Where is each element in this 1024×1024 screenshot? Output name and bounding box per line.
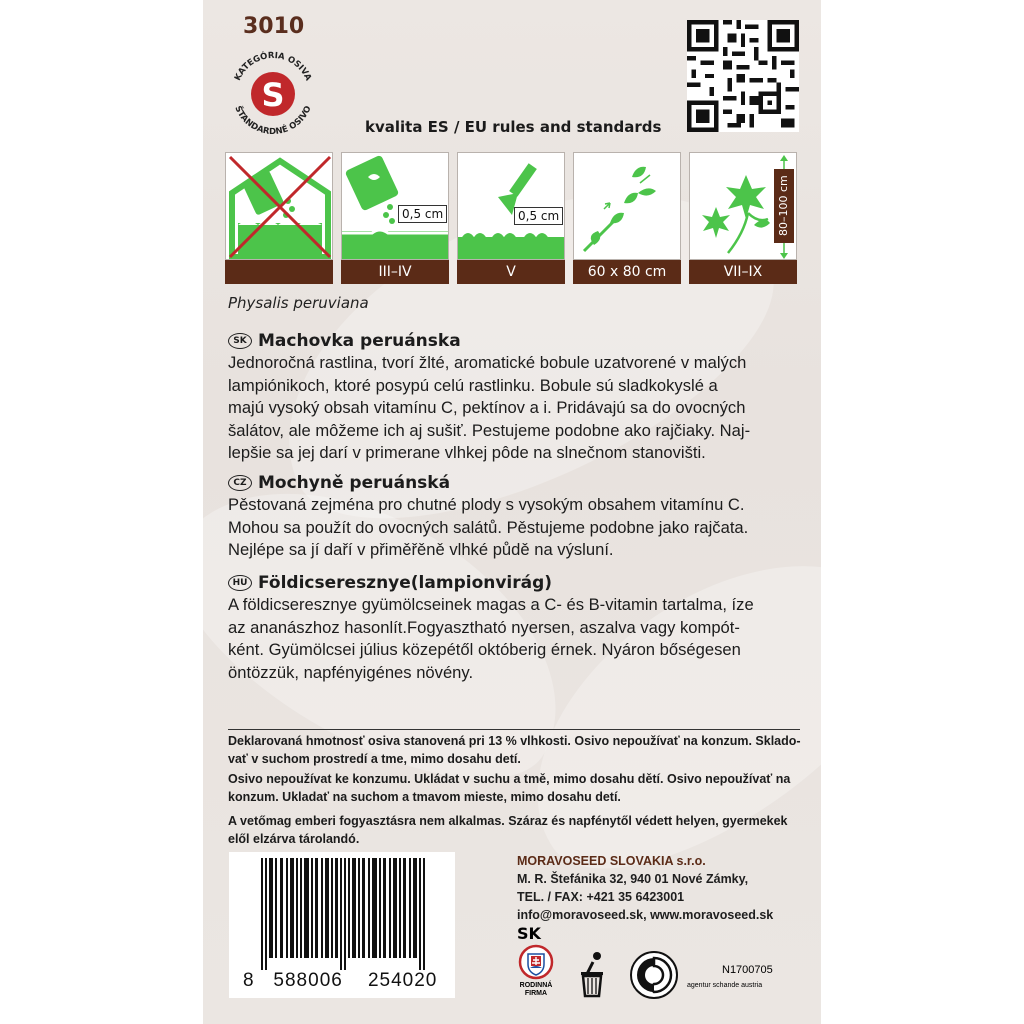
barcode-bars bbox=[229, 852, 455, 970]
body-line: Pěstovaná zejména pro chutné plody s vysokým obsahem vitamínu C. bbox=[228, 495, 745, 514]
seal-letter: S bbox=[261, 76, 285, 114]
body-line: Mohou sa použít do ovocných salátů. Pěstujeme podobne jako rajčata. bbox=[228, 517, 749, 537]
trash-bin-icon bbox=[575, 950, 611, 1000]
language-badge: SK bbox=[228, 333, 252, 349]
legal-line: vať v suchom prostredí a tme, mimo dosahu detí. bbox=[228, 752, 521, 766]
body-line: lampiónikoch, ktoré posypú celú rastlinku. Bobule sú sladkokyslé a bbox=[228, 375, 718, 395]
company-name: MORAVOSEED SLOVAKIA s.r.o. bbox=[517, 854, 706, 868]
language-badge: HU bbox=[228, 575, 252, 591]
company-web[interactable]: info@moravoseed.sk, www.moravoseed.sk bbox=[517, 908, 774, 922]
barcode-group-2: 254020 bbox=[367, 970, 438, 991]
section-body bbox=[228, 494, 803, 562]
legal-line: konzum. Ukladať na suchom a tmavom mieste, mimo dosahu detí. bbox=[228, 790, 621, 804]
icon-flowering bbox=[689, 152, 797, 260]
barcode[interactable] bbox=[229, 852, 455, 998]
family-firm-line-2: FIRMA bbox=[524, 990, 548, 997]
body-line: lepšie sa jej darí v primerane vlhkej pôde na slnečnom stanovišti. bbox=[228, 443, 706, 462]
product-lot-code: N1700705 bbox=[722, 964, 773, 976]
body-line: A földicseresznye gyümölcseinek magas a C- és B-vitamin tartalma, íze bbox=[228, 595, 754, 614]
height-tag: 80–100 cm bbox=[774, 169, 794, 243]
section-heading: Machovka peruánska bbox=[258, 331, 461, 351]
seal-bottom-text: ŠTANDARDNÉ OSIVO bbox=[232, 104, 314, 138]
body-line: ként. Gyümölcsei július közepétől októberig érnek. Nyáron bőségesen bbox=[228, 640, 741, 659]
section-title bbox=[228, 330, 803, 352]
legal-line: Osivo nepoužívat ke konzumu. Ukládat v suchu a tmě, mimo dosahu dětí. Osivo nepoužívať na bbox=[228, 772, 791, 786]
icon-label-1 bbox=[225, 260, 333, 284]
legal-notice-cz bbox=[228, 770, 803, 806]
divider bbox=[228, 729, 800, 730]
legal-notice-sk bbox=[228, 732, 803, 768]
family-firm-emblem-icon bbox=[518, 944, 554, 980]
language-badge: CZ bbox=[228, 475, 252, 491]
seal-top-text: KATEGÓRIA OSIVA bbox=[232, 50, 314, 83]
product-code: 3010 bbox=[243, 14, 305, 39]
legal-line: Deklarovaná hmotnosť osiva stanovená pri 13 % vlhkosti. Osivo nepoužívať na konzum. Sklado- bbox=[228, 734, 801, 748]
seed-packet-back bbox=[203, 0, 821, 1024]
bottom-icons bbox=[517, 924, 807, 1000]
sowing-depth-tag: 0,5 cm bbox=[398, 205, 447, 223]
family-firm-label bbox=[519, 982, 553, 998]
section-sk bbox=[228, 330, 803, 465]
section-title bbox=[228, 472, 803, 494]
icon-greenhouse-crossed bbox=[225, 152, 333, 260]
company-address: M. R. Štefánika 32, 940 01 Nové Zámky, bbox=[517, 872, 749, 886]
icon-label-4: 60 x 80 cm bbox=[573, 260, 681, 284]
body-line: Jednoročná rastlina, tvorí žlté, aromatické bobule uzatvorené v malých bbox=[228, 353, 747, 372]
icon-spacing bbox=[573, 152, 681, 260]
barcode-first-digit: 8 bbox=[243, 970, 255, 991]
company-phone: TEL. / FAX: +421 35 6423001 bbox=[517, 890, 685, 904]
planting-depth-tag: 0,5 cm bbox=[514, 207, 563, 225]
latin-name: Physalis peruviana bbox=[228, 294, 369, 312]
growing-instructions-icons bbox=[225, 152, 795, 284]
company-info bbox=[517, 852, 773, 924]
body-line: šalátov, ale môžeme ich aj sušiť. Pestujeme podobne ako rajčiaky. Naj- bbox=[228, 420, 751, 440]
body-line: majú vysoký obsah vitamínu C, pektínov a i. Pridávajú sa do ovocných bbox=[228, 398, 746, 417]
icon-planting bbox=[457, 152, 565, 260]
barcode-digits bbox=[243, 970, 437, 992]
section-title bbox=[228, 572, 803, 594]
section-heading: Földicseresznye(lampionvirág) bbox=[258, 573, 553, 593]
agency-mark: agentur schande austria bbox=[687, 982, 763, 989]
icon-sowing bbox=[341, 152, 449, 260]
country-label: SK bbox=[517, 924, 541, 943]
legal-notice-hu bbox=[228, 812, 803, 848]
icon-label-5: VII–IX bbox=[689, 260, 797, 284]
body-line: az ananászhoz hasonlít.Fogyasztható nyersen, aszalva vagy kompót- bbox=[228, 617, 740, 637]
icon-label-2: III–IV bbox=[341, 260, 449, 284]
section-heading: Mochyně peruánská bbox=[258, 473, 451, 493]
section-cz bbox=[228, 472, 803, 562]
family-firm-line-1: RODINNÁ bbox=[519, 982, 553, 989]
section-body bbox=[228, 352, 803, 465]
body-line: öntözzük, napfényigénes növény. bbox=[228, 662, 474, 682]
legal-line: elől elzárva tárolandó. bbox=[228, 832, 360, 846]
barcode-group-1: 588006 bbox=[273, 970, 343, 991]
seed-category-seal bbox=[223, 42, 323, 142]
section-hu bbox=[228, 572, 803, 684]
legal-line: A vetőmag emberi fogyasztásra nem alkalmas. Száraz és napfénytől védett helyen, gyermekek bbox=[228, 814, 788, 828]
body-line: Nejlépe sa jí daří v přiměřěně vlhké půdě na výsluní. bbox=[228, 540, 614, 559]
qr-code[interactable] bbox=[687, 20, 799, 132]
icon-label-3: V bbox=[457, 260, 565, 284]
green-dot-recycling-icon bbox=[629, 950, 679, 1000]
section-body bbox=[228, 594, 803, 684]
quality-standard: kvalita ES / EU rules and standards bbox=[365, 118, 662, 136]
